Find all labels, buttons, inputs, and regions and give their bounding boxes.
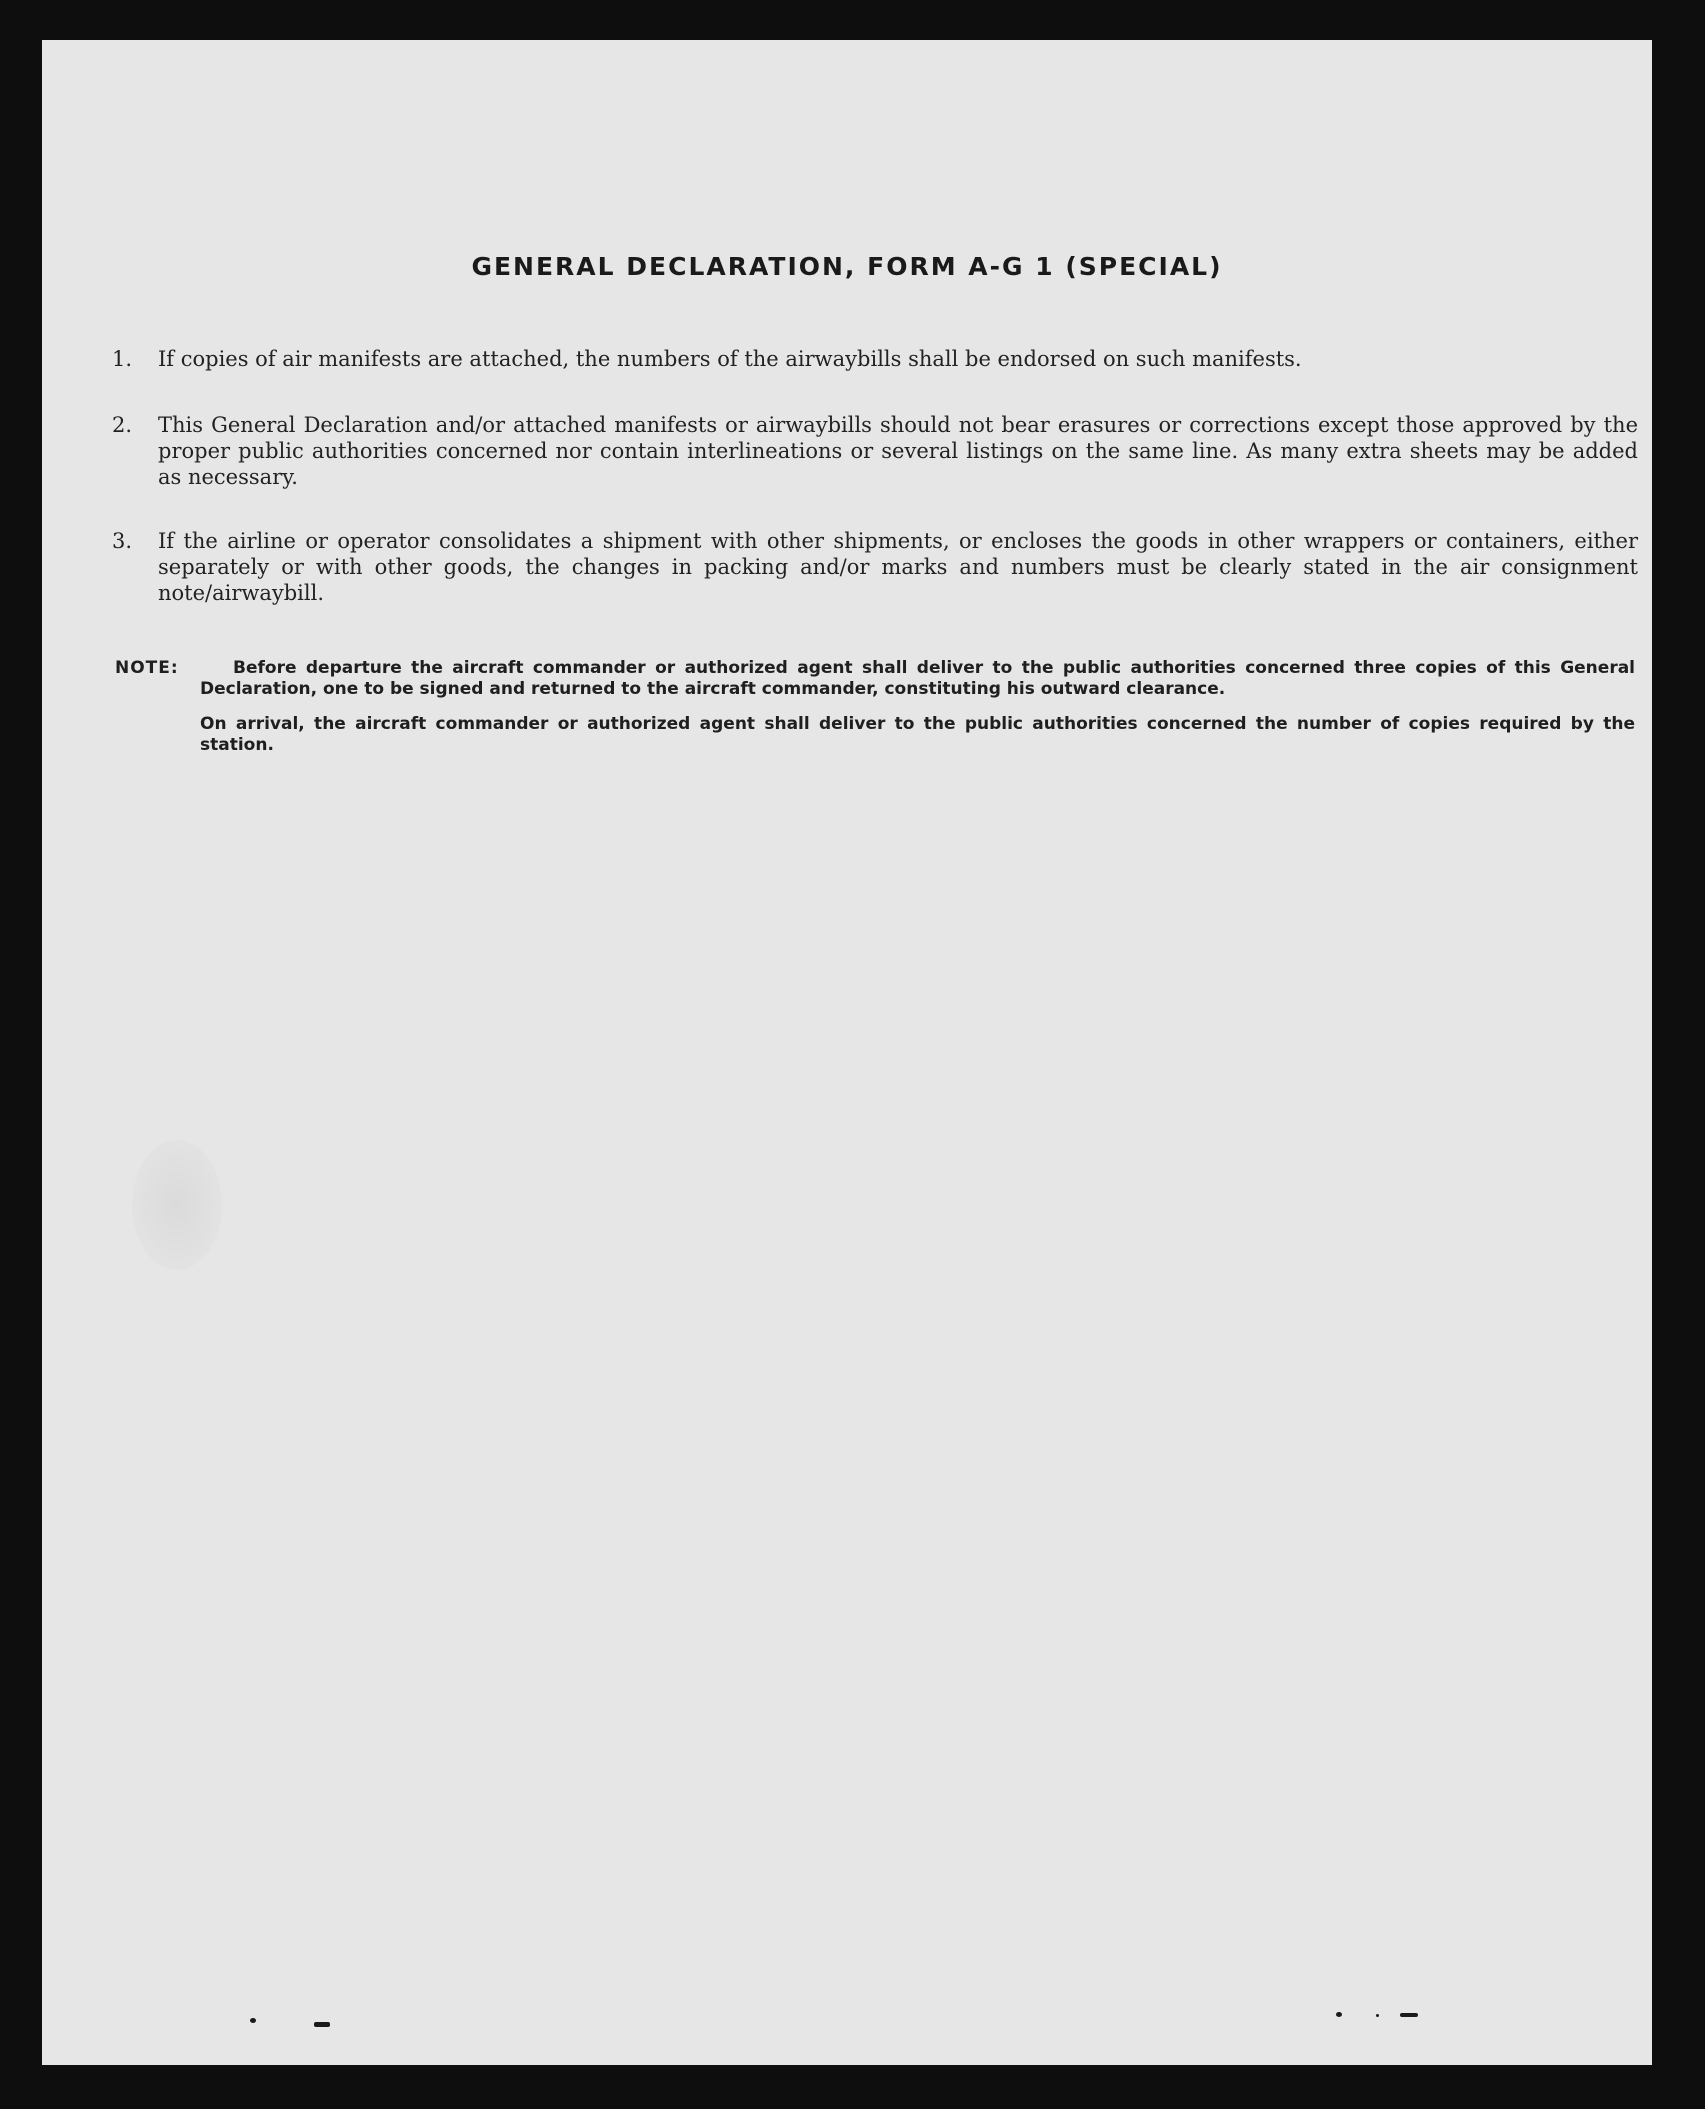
scan-smudge <box>132 1140 222 1270</box>
item-text: If the airline or operator consolidates a shipment with other shipments, or encloses the goods in other wrappers or containers, either separately or with other goods, the changes in packing and/or marks and numbers must be clearly stated in the air consignment note/airwaybill. <box>158 529 1638 605</box>
scan-speck <box>1336 2012 1342 2017</box>
note-paragraph-departure: Before departure the aircraft commander or authorized agent shall deliver to the public authorities concerned three copies of this General Declaration, one to be signed and returned to the aircraft commander, constituting his outward clearance. <box>200 658 1635 699</box>
note-paragraph-arrival: On arrival, the aircraft commander or authorized agent shall deliver to the public authorities concerned the number of copies required by the station. <box>200 714 1635 755</box>
item-text: If copies of air manifests are attached, the numbers of the airwaybills shall be endorsed on such manifests. <box>158 347 1302 371</box>
scan-speck <box>1400 2013 1418 2017</box>
scan-speck <box>314 2022 330 2027</box>
item-number: 3. <box>112 529 133 553</box>
document-title: GENERAL DECLARATION, FORM A-G 1 (SPECIAL) <box>471 252 1223 281</box>
document-sheet <box>42 40 1652 2065</box>
scan-speck <box>250 2018 256 2023</box>
instruction-item-3 <box>112 528 1638 606</box>
item-number: 2. <box>112 413 133 437</box>
scan-speck <box>1376 2014 1379 2017</box>
note-label: NOTE: <box>115 658 179 678</box>
instruction-item-2 <box>112 412 1638 490</box>
item-number: 1. <box>112 347 133 371</box>
instruction-item-1 <box>112 346 1638 372</box>
note-section <box>115 658 1635 756</box>
item-text: This General Declaration and/or attached manifests or airwaybills should not bear erasures or corrections except those approved by the proper public authorities concerned nor contain interlineations or several listings on the same line. As many extra sheets may be added as necessary. <box>158 413 1638 489</box>
